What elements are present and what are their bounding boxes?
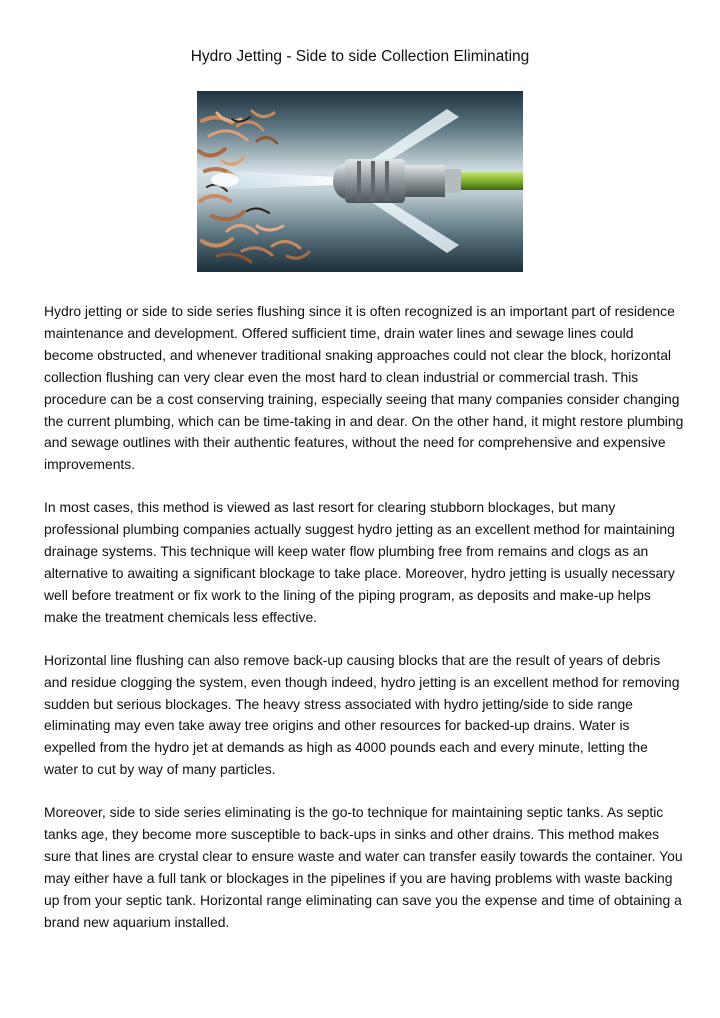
- article-paragraph: In most cases, this method is viewed as last resort for clearing stubborn blockages, but many professional plumbing companies actually suggest hydro jetting as an excellent method for maintaining drainage systems. This technique will keep water flow plumbing free from remains and clogs as an alternative to awaiting a significant blockage to take place. Moreover, hydro jetting is usually necessary well before treatment or fix work to the lining of the piping program, as deposits and make-up helps make the treatment chemicals less effective.: [44, 499, 675, 625]
- article-paragraph: Hydro jetting or side to side series flushing since it is often recognized is an important part of residence maintenance and development. Offered sufficient time, drain water lines and sewage lines could become obstructed, and whenever traditional snaking approaches could not clear the block, horizontal collection flushing can very clear even the most hard to clean industrial or commercial trash. This procedure can be a cost conserving training, especially seeing that many companies consider changing the current plumbing, which can be time-taking in and dear. On the other hand, it might restore plumbing and sewage outlines with their authentic features, without the need for comprehensive and expensive improvements.: [44, 303, 684, 473]
- article-paragraph: Moreover, side to side series eliminating is the go-to technique for maintaining septic tanks. As septic tanks age, they become more susceptible to back-ups in sinks and other drains. This method makes sure that lines are crystal clear to ensure waste and water can transfer easily towards the container. You may either have a full tank or blockages in the pipelines if you are having problems with waste backing up from your septic tank. Horizontal range eliminating can save you the expense and time of obtaining a brand new aquarium installed.: [44, 804, 683, 930]
- pipe-jetting-image: [197, 91, 523, 272]
- article-paragraph: Horizontal line flushing can also remove back-up causing blocks that are the result of years of debris and residue clogging the system, even though indeed, hydro jetting is an excellent method for removing sudden but serious blockages. The heavy stress associated with hydro jetting/side to side range eliminating may even take away tree origins and other resources for backed-up drains. Water is expelled from the hydro jet at demands as high as 4000 pounds each and every minute, letting the water to cut by way of many particles.: [44, 651, 680, 778]
- page-title: Hydro Jetting - Side to side Collection Eliminating: [190, 48, 530, 65]
- hydro-jetting-illustration: [197, 91, 523, 272]
- article-body: [44, 301, 684, 955]
